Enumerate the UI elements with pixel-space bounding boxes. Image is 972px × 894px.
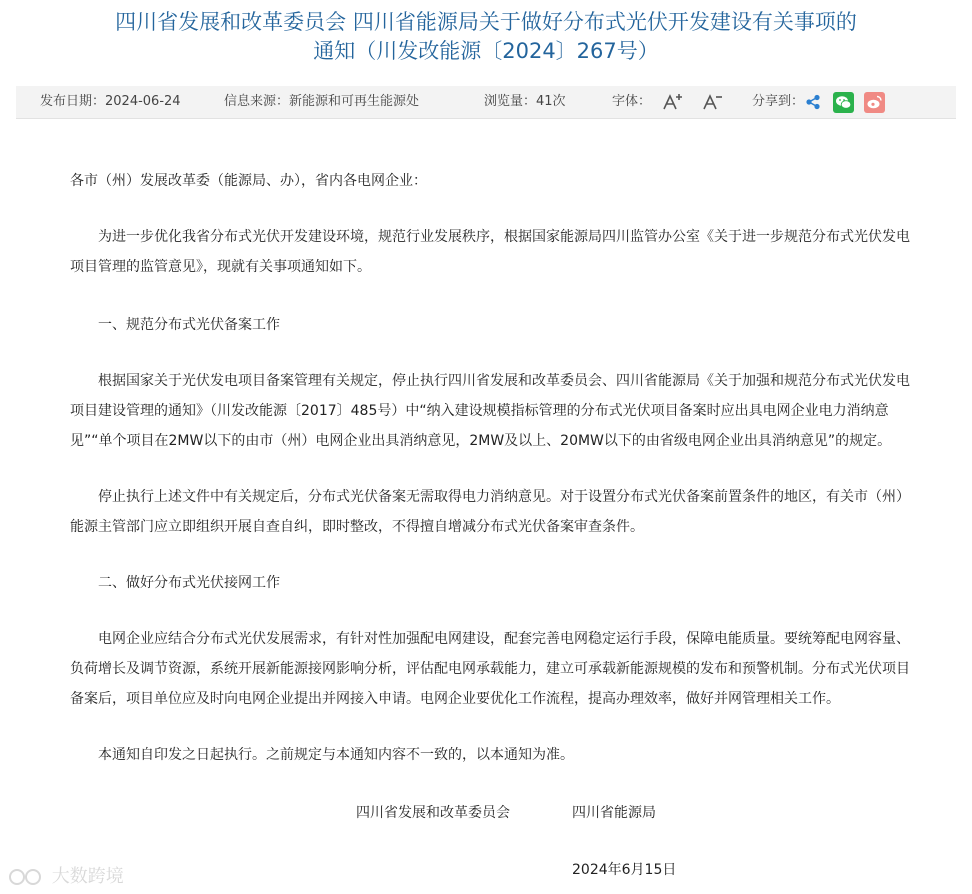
article-title (20, 8, 952, 66)
title-line-1: 四川省发展和改革委员会 四川省能源局关于做好分布式光伏开发建设有关事项的 (115, 10, 857, 34)
section-heading-1: 一、规范分布式光伏备案工作 (98, 317, 280, 333)
signer-ndrc: 四川省发展和改革委员会 (356, 805, 510, 821)
wechat-icon[interactable] (833, 92, 854, 113)
view-count: 浏览量：41次 (484, 94, 566, 109)
paragraph-intro: 为进一步优化我省分布式光伏开发建设环境，规范行业发展秩序，根据国家能源局四川监管办公室《关于进一步规范分布式光伏发电项目管理的监管意见》，现就有关事项通知如下。 (70, 229, 910, 275)
section-heading-2: 二、做好分布式光伏接网工作 (98, 575, 280, 591)
font-increase-icon[interactable] (662, 92, 684, 112)
watermark (8, 862, 124, 888)
share-icon[interactable] (805, 94, 821, 110)
paragraph-self-check: 停止执行上述文件中有关规定后，分布式光伏备案无需取得电力消纳意见。对于设置分布式光伏备案前置条件的地区，有关市（州）能源主管部门应立即组织开展自查自纠，即时整改，不得擅自增减分布式光伏备案审查条件。 (70, 489, 910, 535)
salutation: 各市（州）发展改革委（能源局、办），省内各电网企业： (70, 173, 427, 189)
weibo-icon[interactable] (864, 92, 885, 113)
publish-date: 发布日期：2024-06-24 (40, 94, 181, 109)
title-line-2: 通知（川发改能源〔2024〕267号） (313, 39, 659, 63)
meta-bar (16, 86, 956, 119)
paragraph-effective: 本通知自印发之日起执行。之前规定与本通知内容不一致的，以本通知为准。 (98, 747, 574, 763)
paragraph-grid-connection: 电网企业应结合分布式光伏发展需求，有针对性加强配电网建设，配套完善电网稳定运行手段，保障电能质量。要统筹配电网容量、负荷增长及调节资源，系统开展新能源接网影响分析，评估配电网承载能力，建立可承载新能源规模的发布和预警机制。分布式光伏项目备案后，项目单位应及时向电网企业提出并网接入申请。电网企业要优化工作流程，提高办理效率，做好并网管理相关工作。 (70, 631, 910, 707)
sign-date: 2024年6月15日 (572, 862, 677, 878)
font-decrease-icon[interactable] (702, 92, 724, 112)
watermark-text: 大数跨境 (51, 866, 124, 887)
font-size-label: 字体： (612, 94, 652, 109)
paragraph-backup-rules: 根据国家关于光伏发电项目备案管理有关规定，停止执行四川省发展和改革委员会、四川省能源局《关于加强和规范分布式光伏发电项目建设管理的通知》（川发改能源〔2017〕485号）中“纳入建设规模指标管理的分布式光伏项目备案时应出具电网企业电力消纳意见”“单个项目在2MW以下的由市（州）电网企业出具消纳意见，2MW及以上、20MW以下的由省级电网企业出具消纳意见”的规定。 (70, 373, 910, 449)
info-source: 信息来源：新能源和可再生能源处 (224, 94, 420, 109)
share-label: 分享到： (752, 94, 805, 109)
signer-energy-bureau: 四川省能源局 (572, 805, 656, 821)
weibo-glyph-icon (864, 92, 885, 113)
wechat-glyph-icon (833, 92, 854, 113)
watermark-logo-icon (8, 867, 46, 887)
